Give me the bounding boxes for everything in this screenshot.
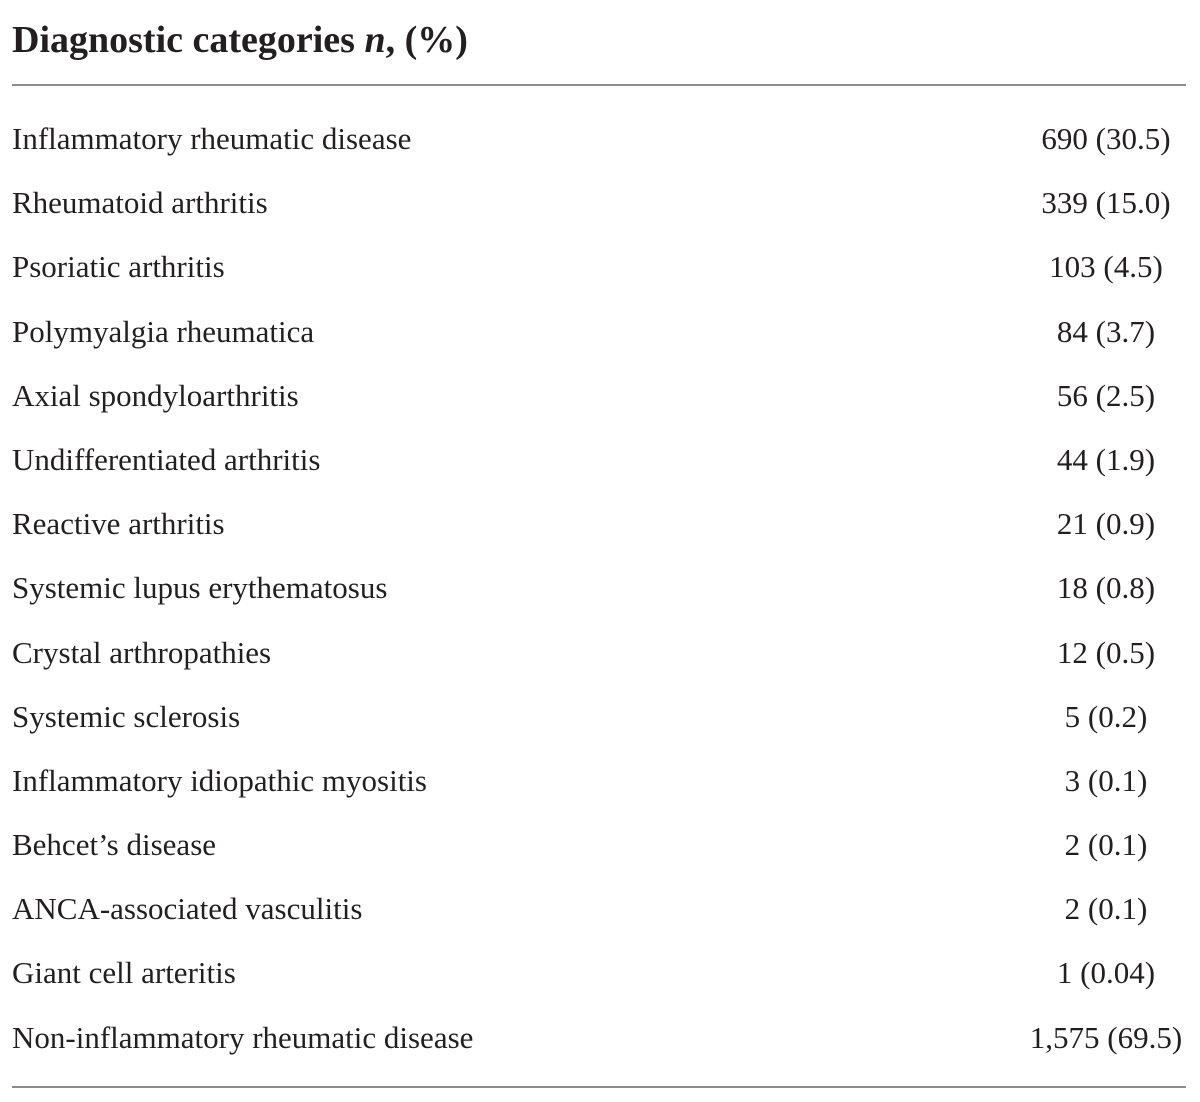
diagnostic-table <box>12 0 1186 1102</box>
table-row <box>12 235 1186 299</box>
row-label: Systemic lupus erythematosus <box>12 570 388 606</box>
footer-rule <box>12 1086 1186 1088</box>
row-label: Axial spondyloarthritis <box>12 377 299 413</box>
row-value: 12 (0.5) <box>1056 634 1156 670</box>
table-row <box>12 556 1186 620</box>
table-row <box>12 492 1186 556</box>
row-value: 2 (0.1) <box>1064 827 1148 863</box>
row-value: 1 (0.04) <box>1056 955 1156 991</box>
table-row <box>12 1006 1186 1070</box>
table-header <box>12 10 468 70</box>
row-label: Reactive arthritis <box>12 506 225 542</box>
table-row <box>12 364 1186 428</box>
table-row <box>12 813 1186 877</box>
row-label: Crystal arthropathies <box>12 634 272 670</box>
row-label: Non-inflammatory rheumatic disease <box>12 1019 474 1055</box>
header-title-prefix: Diagnostic categories <box>12 19 365 61</box>
row-label: Giant cell arteritis <box>12 955 236 991</box>
row-value: 1,575 (69.5) <box>1029 1019 1183 1055</box>
row-label: Behcet’s disease <box>12 827 217 863</box>
row-value: 84 (3.7) <box>1056 313 1156 349</box>
row-label: Rheumatoid arthritis <box>12 185 268 221</box>
row-label: Undifferentiated arthritis <box>12 441 321 477</box>
row-value: 56 (2.5) <box>1056 377 1156 413</box>
header-title-suffix: , (%) <box>385 19 468 61</box>
table-row <box>12 107 1186 171</box>
row-label: Systemic sclerosis <box>12 698 241 734</box>
table-row <box>12 300 1186 364</box>
row-value: 21 (0.9) <box>1056 506 1156 542</box>
row-value: 103 (4.5) <box>1049 249 1163 285</box>
header-title-italic-n: n <box>364 19 386 61</box>
row-value: 44 (1.9) <box>1056 441 1156 477</box>
table-row <box>12 621 1186 685</box>
table-row <box>12 428 1186 492</box>
table-row <box>12 685 1186 749</box>
row-label: Polymyalgia rheumatica <box>12 313 315 349</box>
row-value: 5 (0.2) <box>1064 698 1148 734</box>
row-value: 3 (0.1) <box>1064 762 1148 798</box>
table-row <box>12 941 1186 1005</box>
row-label: Psoriatic arthritis <box>12 249 225 285</box>
row-value: 18 (0.8) <box>1056 570 1156 606</box>
table-row <box>12 877 1186 941</box>
row-value: 339 (15.0) <box>1041 185 1171 221</box>
header-rule <box>12 84 1186 86</box>
table-body <box>12 107 1186 1070</box>
row-label: ANCA-associated vasculitis <box>12 891 363 927</box>
row-label: Inflammatory rheumatic disease <box>12 121 412 156</box>
row-value: 690 (30.5) <box>1041 121 1171 156</box>
row-value: 2 (0.1) <box>1064 891 1148 927</box>
table-row <box>12 171 1186 235</box>
table-row <box>12 749 1186 813</box>
row-label: Inflammatory idiopathic myositis <box>12 762 427 798</box>
